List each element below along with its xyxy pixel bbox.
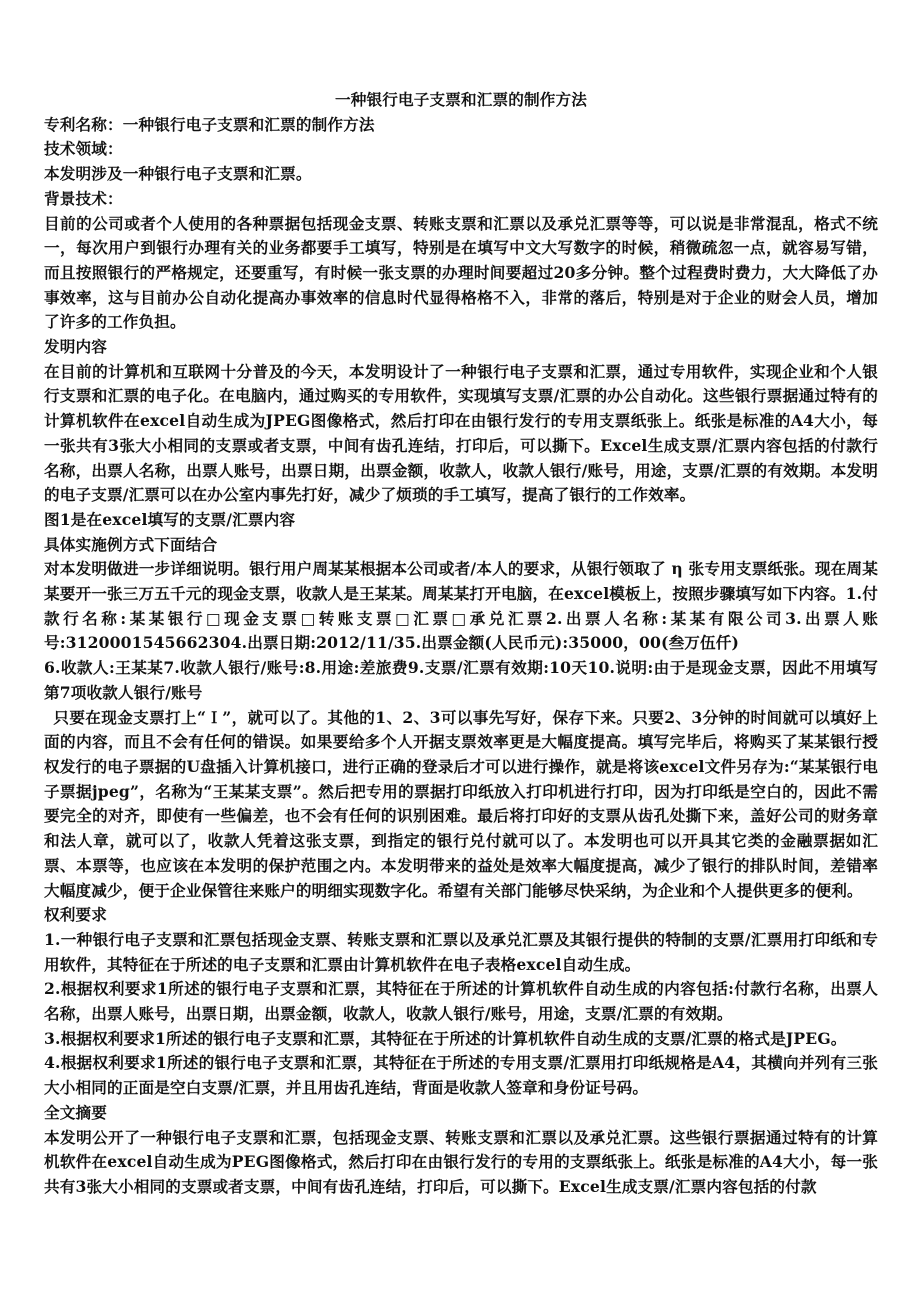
background-paragraph: 目前的公司或者个人使用的各种票据包括现金支票、转账支票和汇票以及承兑汇票等等，可以说是非常混乱，格式不统一，每次用户到银行办理有关的业务都要手工填写，特别是在填写中文大写数字的时候，稍微疏忽一点，就容易写错，而且按照银行的严格规定，还要重写，有时候一张支票的办理时间要超过20多分钟。整个过程费时费力，大大降低了办事效率，这与目前办公自动化提高办事效率的信息时代显得格格不入，非常的落后，特别是对于企业的财会人员，增加了许多的工作负担。: [44, 213, 878, 332]
abstract-heading: 全文摘要: [44, 1102, 107, 1122]
technical-field-text: 本发明涉及一种银行电子支票和汇票。: [44, 164, 312, 184]
invention-heading: 发明内容: [44, 337, 107, 357]
claim-2: 2.根据权利要求1所述的银行电子支票和汇票，其特征在于所述的计算机软件自动生成的内容包括:付款行名称，出票人名称，出票人账号，出票日期，出票金额，收款人，收款人银行/账号，用途，支票/汇票的有效期。: [44, 979, 878, 1024]
technical-field-heading: 技术领域：: [44, 139, 123, 159]
claim-3: 3.根据权利要求1所述的银行电子支票和汇票，其特征在于所述的计算机软件自动生成的支票/汇票的格式是JPEG。: [44, 1028, 847, 1048]
document-title: 一种银行电子支票和汇票的制作方法: [335, 90, 587, 109]
embodiment-paragraph-3: 只要在现金支票打上“Ｉ”，就可以了。其他的1、2、3可以事先写好，保存下来。只要2、3分钟的时间就可以填好上面的内容，而且不会有任何的错误。如果要给多个人开据支票效率更是大幅度提高。填写完毕后，将购买了某某银行授权发行的电子票据的U盘插入计算机接口，进行正确的登录后才可以进行操作，就是将该excel文件另存为:“某某银行电子票据jpeg”，名称为“王某某支票”。然后把专用的票据打印纸放入打印机进行打印，因为打印纸是空白的，因此不需要完全的对齐，即使有一些偏差，也不会有任何的识别困难。最后将打印好的支票从齿孔处撕下来，盖好公司的财务章和法人章，就可以了，收款人凭着这张支票，到指定的银行兑付就可以了。本发明也可以开具其它类的金融票据如汇票、本票等，也应该在本发明的保护范围之内。本发明带来的益处是效率大幅度提高，减少了银行的排队时间，差错率大幅度减少，便于企业保管往来账户的明细实现数字化。希望有关部门能够尽快采纳，为企业和个人提供更多的便利。: [44, 707, 878, 900]
embodiment-paragraph-1: 对本发明做进一步详细说明。银行用户周某某根据本公司或者/本人的要求，从银行领取了 η 张专用支票纸张。现在周某某要开一张三万五千元的现金支票，收款人是王某某。周某某打开电脑，在excel模板上，按照步骤填写如下内容。1.付款行名称:某某银行□现金支票□转账支票□汇票□承兑汇票2.出票人名称:某某有限公司3.出票人账号:3120001545662304.出票日期:2012/11/35.出票金额(人民币元):35000，00(叁万伍仟): [44, 559, 878, 653]
embodiment-paragraph-2: 6.收款人:王某某7.收款人银行/账号:8.用途:差旅费9.支票/汇票有效期:10天10.说明:由于是现金支票，因此不用填写第7项收款人银行/账号: [44, 658, 878, 702]
invention-paragraph: 在目前的计算机和互联网十分普及的今天，本发明设计了一种银行电子支票和汇票，通过专用软件，实现企业和个人银行支票和汇票的电子化。在电脑内，通过购买的专用软件，实现填写支票/汇票的办公自动化。这些银行票据通过特有的计算机软件在excel自动生成为JPEG图像格式，然后打印在由银行发行的专用支票纸张上。纸张是标准的A4大小，每一张共有3张大小相同的支票或者支票，中间有齿孔连结，打印后，可以撕下。Excel生成支票/汇票内容包括的付款行名称，出票人名称，出票人账号，出票日期，出票金额，收款人，收款人银行/账号，用途，支票/汇票的有效期。本发明的电子支票/汇票可以在办公室内事先打好，减少了烦琐的手工填写，提高了银行的工作效率。: [44, 361, 878, 505]
background-heading: 背景技术：: [44, 188, 123, 208]
abstract-paragraph: 本发明公开了一种银行电子支票和汇票，包括现金支票、转账支票和汇票以及承兑汇票。这些银行票据通过特有的计算机软件在excel自动生成为PEG图像格式，然后打印在由银行发行的专用的支票纸张上。纸张是标准的A4大小，每一张共有3张大小相同的支票或者支票，中间有齿孔连结，打印后，可以撕下。Excel生成支票/汇票内容包括的付款: [44, 1127, 878, 1196]
embodiment-heading: 具体实施例方式下面结合: [44, 534, 218, 554]
document-page: [44, 88, 878, 1200]
claims-heading: 权利要求: [44, 905, 107, 925]
figure-description: 图1是在excel填写的支票/汇票内容: [44, 509, 296, 529]
patent-name: 专利名称：一种银行电子支票和汇票的制作方法: [44, 114, 375, 134]
claim-4: 4.根据权利要求1所述的银行电子支票和汇票，其特征在于所述的专用支票/汇票用打印纸规格是A4，其横向并列有三张大小相同的正面是空白支票/汇票，并且用齿孔连结，背面是收款人签章和身份证号码。: [44, 1053, 878, 1098]
claim-1: 1.一种银行电子支票和汇票包括现金支票、转账支票和汇票以及承兑汇票及其银行提供的特制的支票/汇票用打印纸和专用软件，其特征在于所述的电子支票和汇票由计算机软件在电子表格excel自动生成。: [44, 929, 878, 974]
